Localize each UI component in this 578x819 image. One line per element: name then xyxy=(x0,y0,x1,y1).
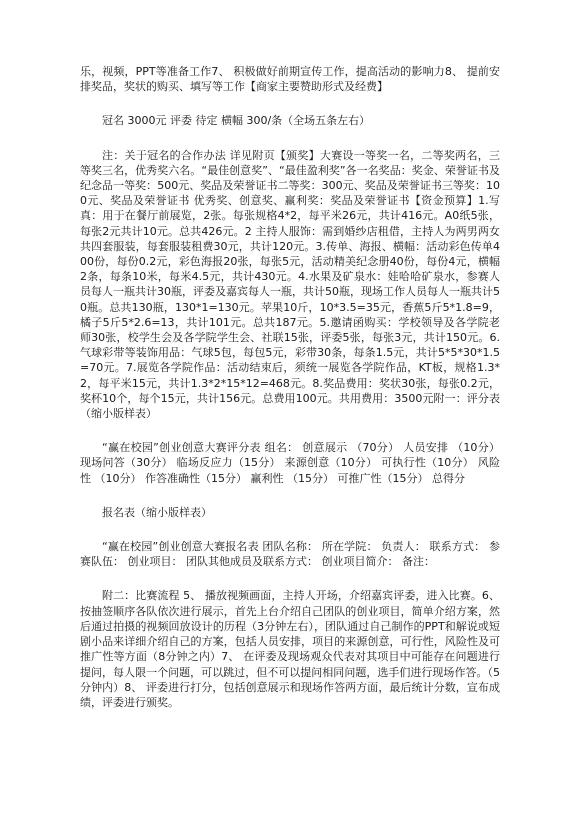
paragraph-awards-budget: 注：关于冠名的合作办法 详见附页【颁奖】大赛设一等奖一名，二等奖两名，三等奖三名，优秀奖六名。“最佳创意奖”、“最佳盈利奖”各一名奖品：奖金、荣誉证书及纪念品一等奖：500元、奖品及荣誉证书二等奖：300元、奖品及荣誉证书三等奖：100元、奖品及荣誉证书 优秀奖、创意奖、赢利奖：奖品及荣誉证书【资金预算】1.写真：用于在餐厅前展览，2张。每张规格4*2，每平米26元，共计416元。A0纸5张，每张2元共计10元。总共426元。2 主持人服饰：需到婚纱店租借，主持人为两男两女共四套服装，每套服装租费30元，共计120元。3.传单、海报、横幅：活动彩色传单400份，每份0.2元，彩色海报20张，每张5元，活动精美纪念册40份，每份4元，横幅2条，每条10米，每米4.5元，共计430元。4.水果及矿泉水：娃哈哈矿泉水，参赛人员每人一瓶共计30瓶，评委及嘉宾每人一瓶，共计50瓶，现场工作人员每人一瓶共计50瓶。总共130瓶，130*1=130元。苹果10斤，10*3.5=35元，香蕉5斤5*1.8=9，橘子5斤5*2.6=13，共计101元。总共187元。5.邀请函购买：学校领导及各学院老师30张，校学生会及各学院学生会、社联15张，评委5张，每张3元，共计150元。6.气球彩带等装饰用品：气球5包，每包5元，彩带30条，每条1.5元，共计5*5*30*1.5=70元。7.展览各学院作品：活动结束后，须统一展览各学院作品，KT板，规格1.3*2，每平米15元，共计1.3*2*15*12=468元。8.奖品费用：奖状30张，每张0.2元，奖杯10个，每个15元，共计156元。总费用100元。共用费用：3500元附一：评分表（缩小版样表） xyxy=(80,148,500,421)
paragraph-score-table: “赢在校园”创业创意大赛评分表 组名： 创意展示 （70分） 人员安排 （10分） 现场问答（30分） 临场反应力（15分） 来源创意（10分） 可执行性（10分） 风险性 （10分） 作答准确性（15分） 赢利性 （15分） 可推广性（15分） 总得分 xyxy=(80,441,500,485)
paragraph-sponsor-prices: 冠名 3000元 评委 待定 横幅 300/条（全场五条左右） xyxy=(102,114,371,128)
paragraph-competition-process: 附二：比赛流程 5、 播放视频画面，主持人开场，介绍嘉宾评委，进入比赛。6、 按抽签顺序各队依次进行展示，首先上台介绍自己团队的创业项目，简单介绍方案，然后通过拍摄的视频回放设计的历程（3分钟左右），团队通过自己制作的PPT和解说或短剧小品来详细介绍自己的方案，包括人员安排，项目的来源创意，可行性，风险性及可推广性等方面（8分钟之内）7、 在评委及现场观众代表对其项目中可能存在问题进行提问，每人限一个问题，可以跳过，但不可以提问相同问题，选手们进行现场作答。（5分钟内）8、 评委进行打分，包括创意展示和现场作答两方面，最后统计分数，宣布成绩，评委进行颁奖。 xyxy=(80,589,500,709)
paragraph-registration-form: “赢在校园”创业创意大赛报名表 团队名称： 所在学院： 负责人： 联系方式： 参赛队伍： 创业项目： 团队其他成员及联系方式： 创业项目简介： 备注： xyxy=(80,540,500,569)
document-page xyxy=(80,64,500,710)
paragraph-intro: 乐，视频，PPT等准备工作7、 积极做好前期宣传工作，提高活动的影响力8、 提前安排奖品，奖状的购买、填写等工作【商家主要赞助形式及经费】 xyxy=(80,65,500,94)
paragraph-form-title: 报名表（缩小版样表） xyxy=(102,505,212,519)
